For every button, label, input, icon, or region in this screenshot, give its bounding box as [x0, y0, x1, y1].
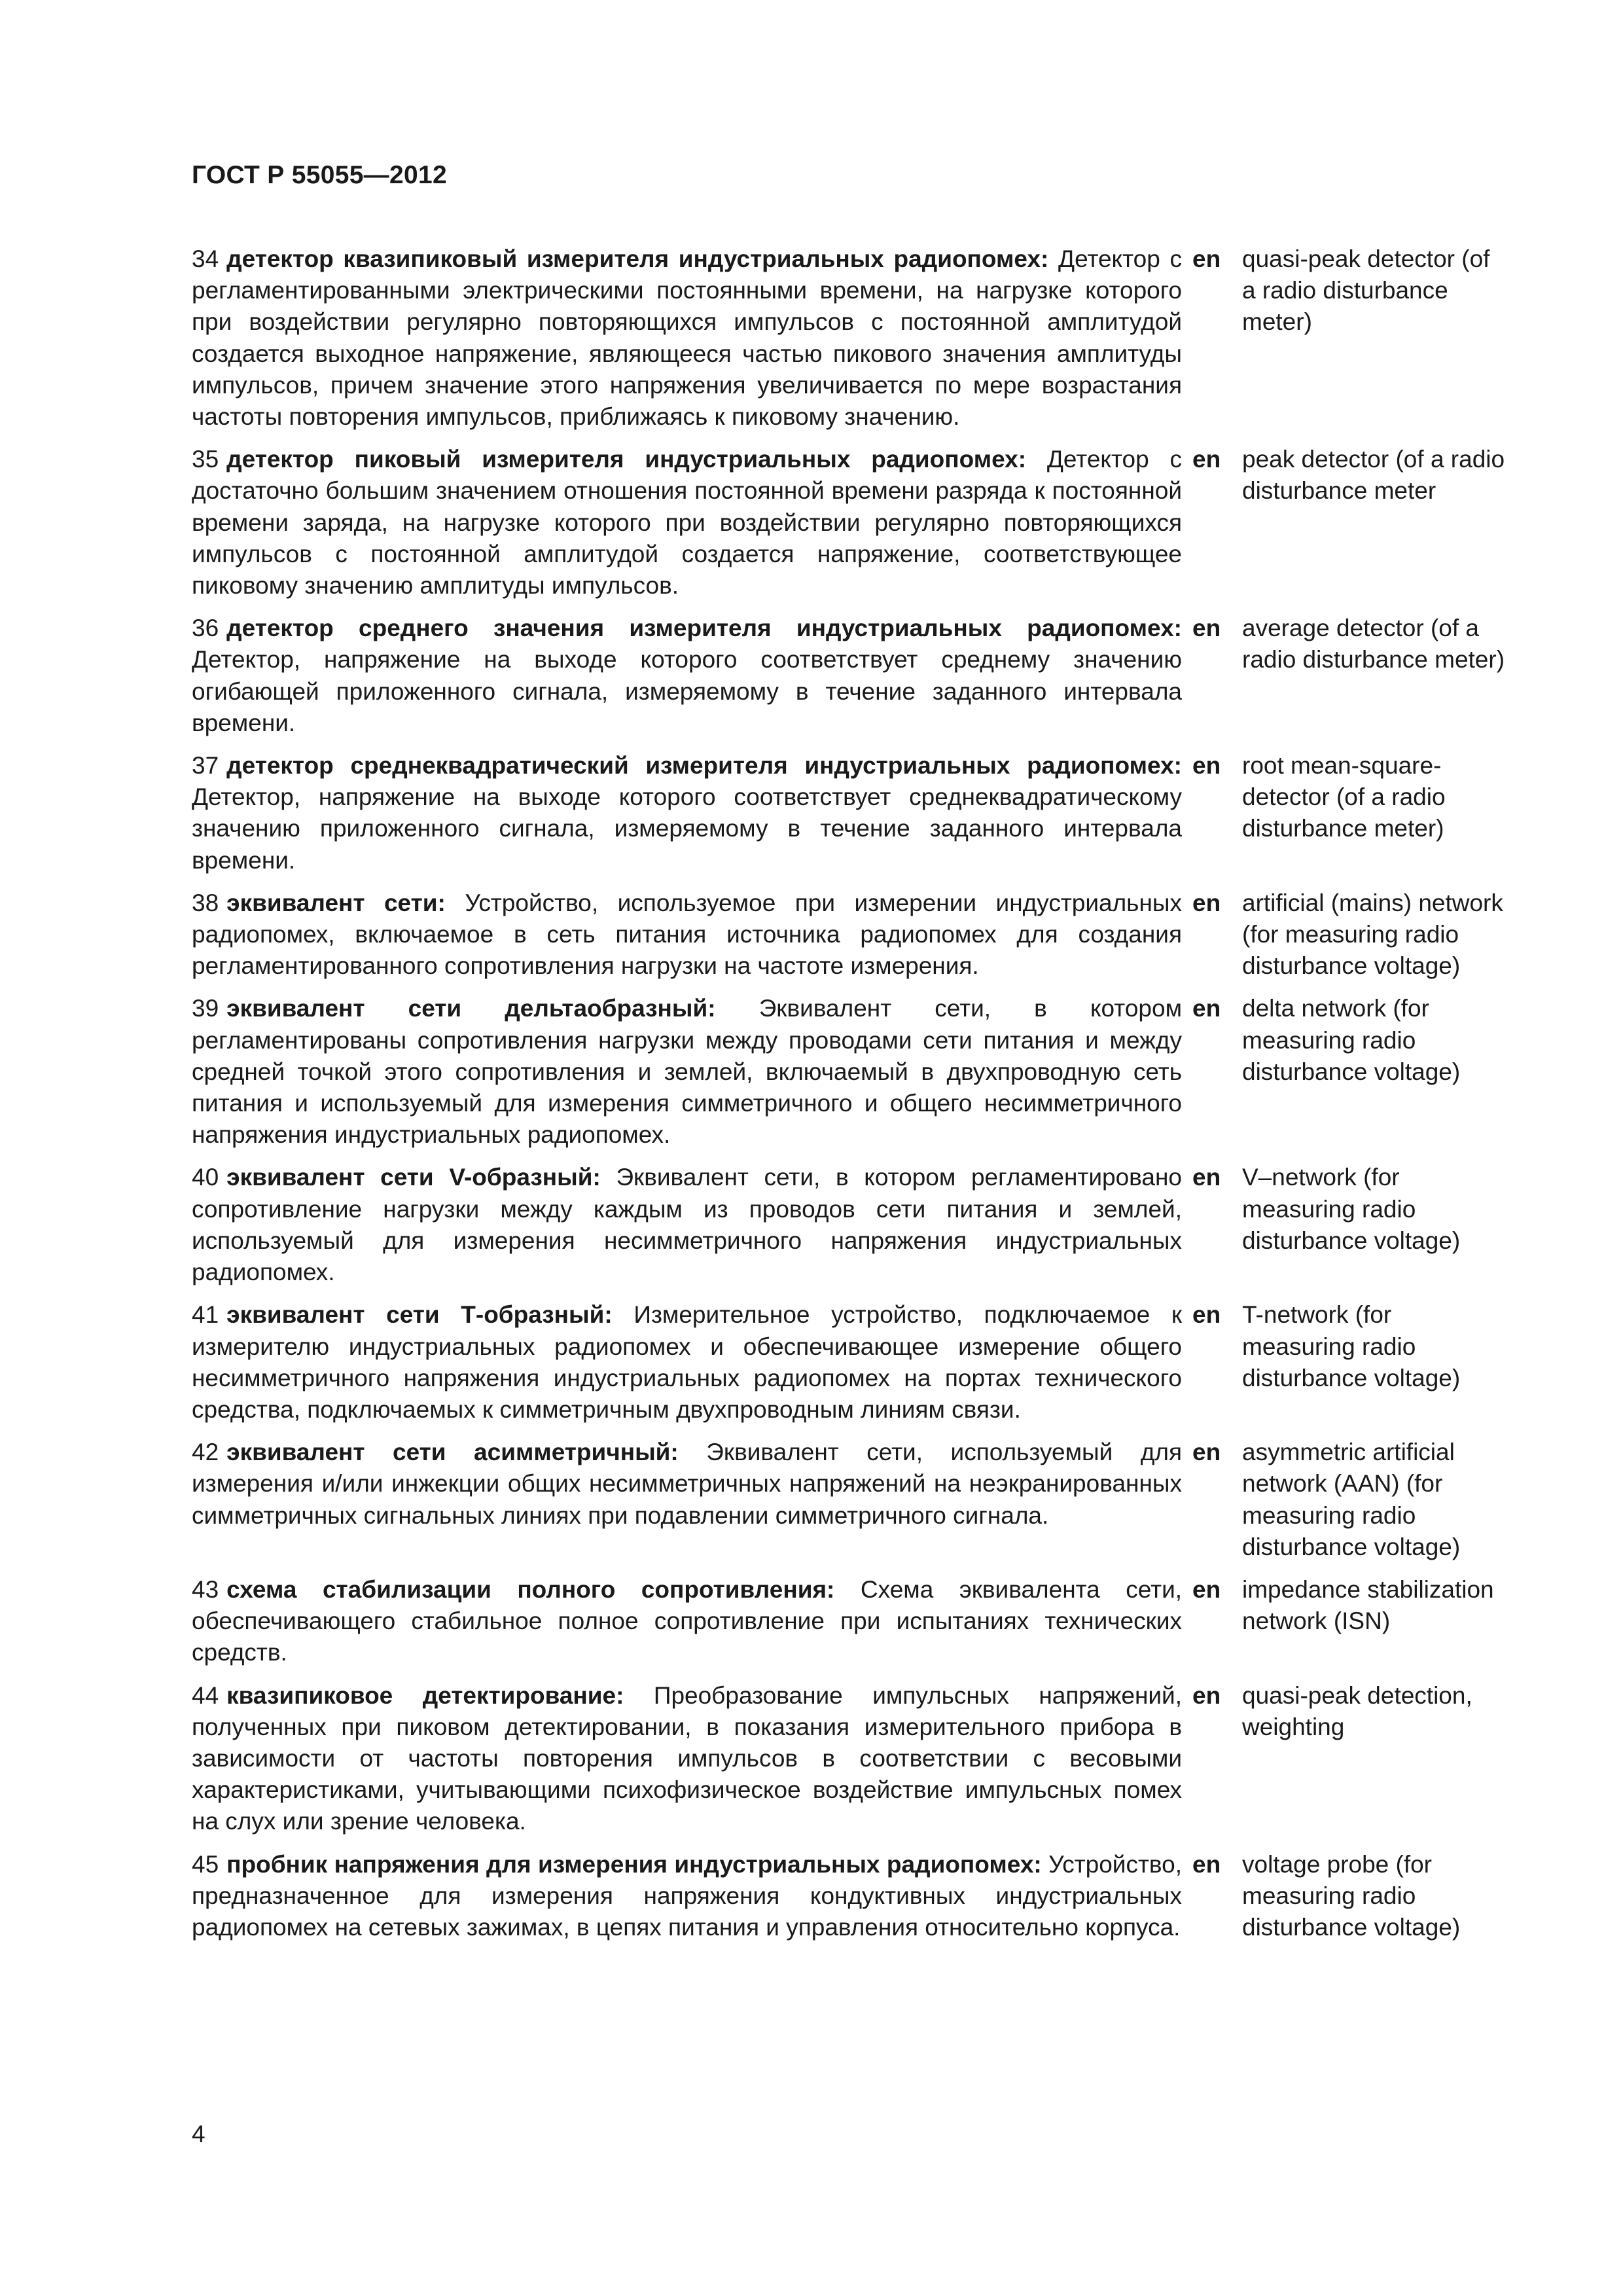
term-english: asymmetric artificial network (AAN) (for measuring radio disturbance voltage)	[1242, 1439, 1461, 1560]
language-code: en	[1192, 1164, 1221, 1191]
terms-list	[192, 243, 1507, 1954]
term-entry	[192, 1437, 1507, 1563]
term-entry	[192, 1680, 1507, 1838]
term-definition: Эквивалент сети, используемый для измерения и/или инжекции общих несимметричных напряжений на неэкранированных симметричных сигнальных линиях при подавлении симметричного сигнала.	[192, 1439, 1182, 1529]
language-code: en	[1192, 889, 1221, 916]
language-code: en	[1192, 245, 1221, 272]
term-number: 41	[192, 1301, 219, 1329]
term-title: схема стабилизации полного сопротивления:	[226, 1575, 835, 1603]
term-number: 44	[192, 1681, 219, 1709]
language-code: en	[1192, 995, 1221, 1022]
language-code: en	[1192, 1301, 1221, 1329]
term-number: 43	[192, 1575, 219, 1603]
term-russian	[192, 1162, 1182, 1288]
term-russian	[192, 243, 1182, 433]
term-entry	[192, 1162, 1507, 1288]
term-english: impedance stabilization network (ISN)	[1242, 1575, 1494, 1635]
term-definition: Устройство, используемое при измерении индустриальных радиопомех, включаемое в сеть питания источника радиопомех для создания регламентированного сопротивления нагрузки на частоте измерения.	[192, 889, 1182, 980]
term-definition: Детектор с достаточно большим значением отношения постоянной времени разряда к постоянной времени заряда, на нагрузке которого при воздействии регулярно повторяющихся импульсов с постоянной амплитудой создается напряжение, соответствующее пиковому значению амплитуды импульсов.	[192, 446, 1182, 600]
term-russian	[192, 1849, 1182, 1944]
term-entry	[192, 243, 1507, 433]
term-title: эквивалент сети Т-образный:	[226, 1301, 613, 1329]
language-code: en	[1192, 1439, 1221, 1466]
term-number: 42	[192, 1439, 219, 1466]
term-entry	[192, 993, 1507, 1151]
term-russian	[192, 1437, 1182, 1532]
term-number: 39	[192, 995, 219, 1022]
term-definition: Схема эквивалента сети, обеспечивающего стабильное полное сопротивление при испытаниях технических средств.	[192, 1575, 1183, 1666]
term-english: average detector (of a radio disturbance meter)	[1242, 615, 1505, 673]
term-russian	[192, 750, 1182, 876]
term-russian	[192, 1299, 1182, 1426]
term-definition: Детектор с регламентированными электрическими постоянными времени, на нагрузке которого при воздействии регулярно повторяющихся импульсов с постоянной амплитудой создается выходное напряжение, являющееся частью пикового значения амплитуды импульсов, причем значение этого напряжения увеличивается по мере возрастания частоты повторения импульсов, приближаясь к пиковому значению.	[192, 245, 1182, 431]
term-number: 37	[192, 752, 219, 780]
term-definition: Измерительное устройство, подключаемое к измерителю индустриальных радиопомех и обеспечивающее измерение общего несимметричного напряжения индустриальных радиопомех на портах технического средства, подключаемых к симметричным двухпроводным линиям связи.	[192, 1301, 1183, 1423]
term-title: детектор среднего значения измерителя индустриальных радиопомех:	[226, 615, 1182, 642]
term-title: эквивалент сети асимметричный:	[226, 1439, 679, 1466]
term-entry	[192, 888, 1507, 982]
term-title: эквивалент сети V-образный:	[226, 1164, 601, 1191]
term-title: эквивалент сети:	[226, 889, 446, 916]
term-english: voltage probe (for measuring radio disturbance voltage)	[1242, 1850, 1461, 1941]
term-entry	[192, 444, 1507, 601]
term-entry	[192, 1849, 1507, 1944]
term-english: quasi-peak detection, weighting	[1242, 1681, 1472, 1740]
term-number: 35	[192, 446, 219, 473]
term-russian	[192, 1680, 1182, 1838]
term-number: 38	[192, 889, 219, 916]
language-code: en	[1192, 446, 1221, 473]
term-title: детектор квазипиковый измерителя индустриальных радиопомех:	[226, 245, 1049, 272]
document-header: ГОСТ Р 55055—2012	[192, 161, 447, 189]
term-english: artificial (mains) network (for measuring radio disturbance voltage)	[1242, 889, 1503, 980]
term-english: V–network (for measuring radio disturbance voltage)	[1242, 1164, 1461, 1254]
term-title: детектор среднеквадратический измерителя индустриальных радиопомех:	[226, 752, 1182, 780]
term-entry	[192, 750, 1507, 876]
term-entry	[192, 613, 1507, 739]
term-definition: Детектор, напряжение на выходе которого соответствует среднеквадратическому значению приложенного сигнала, измеряемому в течение заданного интервала времени.	[192, 783, 1182, 874]
term-definition: Преобразование импульсных напряжений, полученных при пиковом детектировании, в показания измерительного прибора в зависимости от частоты повторения импульсов в соответствии с весовыми характеристиками, учитывающими психофизическое воздействие импульсных помех на слух или зрение человека.	[192, 1681, 1182, 1835]
language-code: en	[1192, 1575, 1221, 1603]
term-english: root mean-square-detector (of a radio disturbance meter)	[1242, 752, 1446, 842]
language-code: en	[1192, 752, 1221, 780]
term-english: peak detector (of a radio disturbance meter	[1242, 446, 1505, 505]
term-number: 34	[192, 245, 219, 272]
term-definition: Детектор, напряжение на выходе которого соответствует среднему значению огибающей приложенного сигнала, измеряемому в течение заданного интервала времени.	[192, 646, 1182, 736]
term-title: квазипиковое детектирование:	[226, 1681, 624, 1709]
term-definition: Эквивалент сети, в котором регламентированы сопротивления нагрузки между проводами сети питания и между средней точкой этого сопротивления и землей, включаемый в двухпроводную сеть питания и используемый для измерения симметричного и общего несимметричного напряжения индустриальных радиопомех.	[192, 995, 1183, 1149]
term-title: пробник напряжения для измерения индустриальных радиопомех:	[226, 1850, 1042, 1878]
term-russian	[192, 444, 1182, 601]
term-entry	[192, 1574, 1507, 1669]
term-number: 40	[192, 1164, 219, 1191]
term-title: детектор пиковый измерителя индустриальных радиопомех:	[226, 446, 1027, 473]
term-entry	[192, 1299, 1507, 1426]
term-number: 36	[192, 615, 219, 642]
term-russian	[192, 613, 1182, 739]
page-number: 4	[192, 2121, 205, 2147]
term-english: quasi-peak detector (of a radio disturbance meter)	[1242, 245, 1490, 336]
term-definition: Устройство, предназначенное для измерения напряжения кондуктивных индустриальных радиопомех на сетевых зажимах, в цепях питания и управления относительно корпуса.	[192, 1850, 1183, 1941]
term-russian	[192, 993, 1182, 1151]
term-title: эквивалент сети дельтаобразный:	[226, 995, 716, 1022]
language-code: en	[1192, 1681, 1221, 1709]
term-number: 45	[192, 1850, 219, 1878]
term-russian	[192, 1574, 1182, 1669]
term-english: T-network (for measuring radio disturbance voltage)	[1242, 1301, 1461, 1391]
language-code: en	[1192, 615, 1221, 642]
term-definition: Эквивалент сети, в котором регламентировано сопротивление нагрузки между каждым из проводов сети питания и землей, используемый для измерения несимметричного напряжения индустриальных радиопомех.	[192, 1164, 1183, 1286]
language-code: en	[1192, 1850, 1221, 1878]
term-english: delta network (for measuring radio disturbance voltage)	[1242, 995, 1461, 1085]
term-russian	[192, 888, 1182, 982]
